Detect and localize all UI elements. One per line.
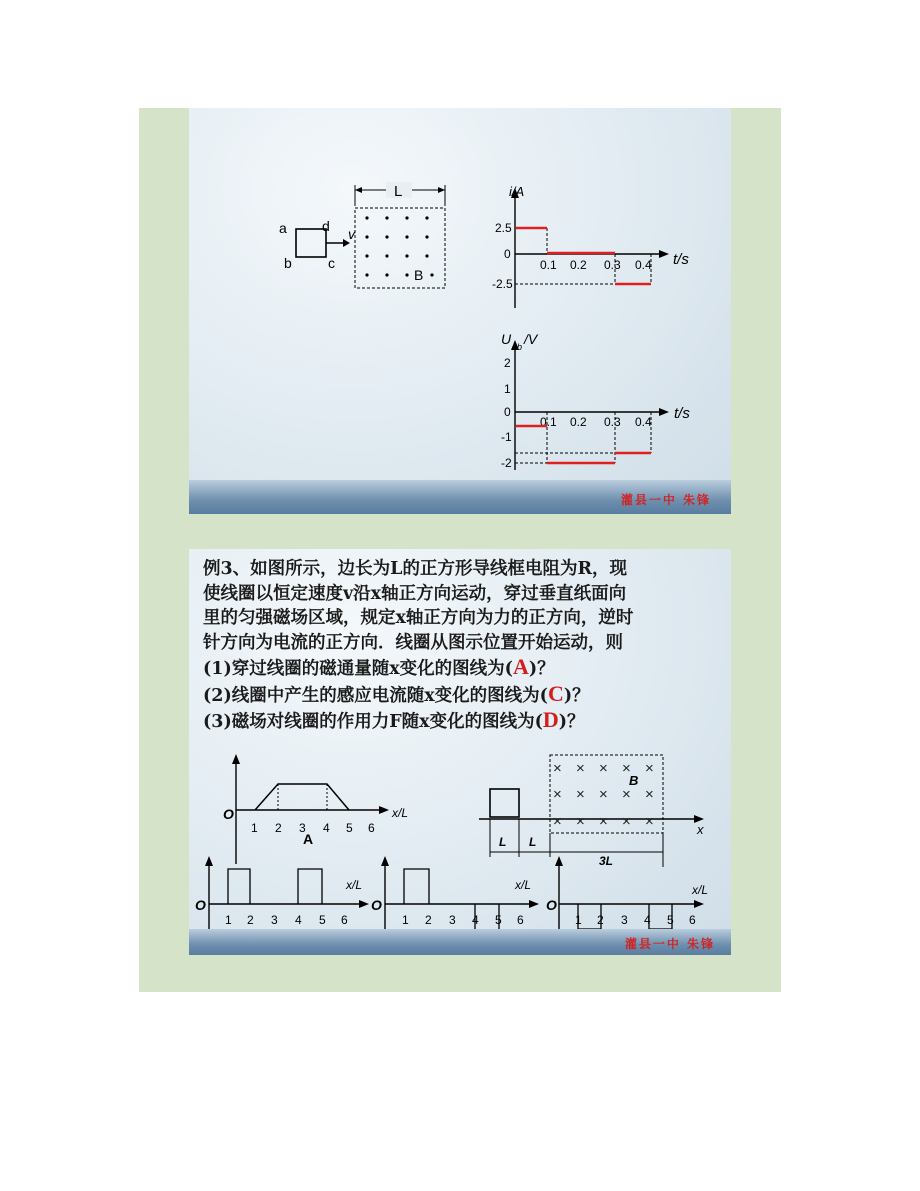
svg-text:4: 4 (472, 913, 479, 927)
svg-text:×: × (576, 813, 585, 830)
question-line-4: 针方向为电流的正方向．线圈从图示位置开始运动，则 (203, 632, 623, 653)
slide-2-figures (189, 549, 731, 955)
field-b-label: B (629, 773, 639, 788)
ytick-0-u: 0 (504, 405, 511, 419)
ytick-2.5: 2.5 (495, 221, 512, 235)
svg-text:5: 5 (319, 913, 326, 927)
xtick-0.1: 0.1 (540, 258, 557, 272)
svg-text:4: 4 (295, 913, 302, 927)
svg-text:6: 6 (517, 913, 524, 927)
svg-text:O: O (371, 897, 382, 913)
svg-text:×: × (553, 813, 562, 830)
question-line-2: 使线圈以恒定速度v沿x轴正方向运动，穿过垂直纸面向 (203, 583, 627, 604)
svg-text:4: 4 (644, 913, 651, 927)
svg-text:x/L: x/L (392, 806, 409, 820)
svg-text:×: × (622, 760, 631, 777)
question-line-1: 例3、如图所示，边长为L的正方形导线框电阻为R，现 (203, 559, 628, 579)
graph-a-tag: A (303, 831, 314, 847)
t-axis-label: t/s (673, 251, 689, 268)
slide-1 (189, 108, 731, 514)
svg-text:×: × (645, 786, 654, 803)
i-axis-label: i/A (509, 184, 525, 199)
svg-text:5: 5 (495, 913, 502, 927)
t-axis-label-2: t/s (674, 405, 690, 422)
svg-text:3: 3 (299, 821, 306, 835)
ytick-neg2: -2 (501, 456, 512, 470)
svg-text:x/L: x/L (515, 878, 532, 892)
sub-question-1: (1)穿过线圈的磁通量随x变化的图线为(A)？ (203, 654, 555, 679)
svg-text:×: × (599, 760, 608, 777)
slide-1-footer: 灌县一中 朱锋 (620, 493, 711, 507)
svg-text:6: 6 (689, 913, 696, 927)
svg-text:×: × (599, 786, 608, 803)
answer-3: D (542, 707, 559, 732)
svg-text:6: 6 (368, 821, 375, 835)
coil-square (490, 789, 519, 817)
svg-text:L: L (499, 835, 507, 849)
svg-text:3: 3 (271, 913, 278, 927)
slide-2-footer: 灌县一中 朱锋 (624, 937, 715, 951)
svg-text:x/L: x/L (692, 883, 709, 897)
x-axis-label: x (697, 822, 704, 837)
svg-text:5: 5 (346, 821, 353, 835)
ytick-2: 2 (504, 356, 511, 370)
svg-text:4: 4 (323, 821, 330, 835)
svg-text:×: × (622, 786, 631, 803)
svg-text:2: 2 (275, 821, 282, 835)
field-width-label: L (394, 183, 403, 200)
svg-text:O: O (223, 806, 234, 822)
svg-text:×: × (599, 813, 608, 830)
svg-text:1: 1 (575, 913, 582, 927)
ytick-0: 0 (504, 247, 511, 261)
u-xtick-0.1: 0.1 (540, 415, 557, 429)
sub-question-3: (3)磁场对线圈的作用力F随x变化的图线为(D)？ (203, 707, 585, 732)
svg-text:2: 2 (425, 913, 432, 927)
u-axis-label: U (501, 331, 512, 347)
svg-text:×: × (622, 813, 631, 830)
graph-voltage (501, 331, 690, 470)
svg-text:3: 3 (449, 913, 456, 927)
u-axis-unit: /V (524, 331, 538, 347)
ytick-neg2.5: -2.5 (492, 277, 513, 291)
slide-2 (189, 549, 731, 955)
svg-text:2: 2 (597, 913, 604, 927)
svg-text:1: 1 (402, 913, 409, 927)
u-axis-subscript: ab (512, 342, 523, 352)
svg-text:5: 5 (667, 913, 674, 927)
velocity-label: v (348, 226, 355, 242)
svg-text:×: × (576, 760, 585, 777)
graph-current (492, 184, 689, 308)
svg-text:×: × (645, 813, 654, 830)
svg-text:O: O (546, 897, 557, 913)
corner-a: a (279, 220, 287, 236)
setup-diagram (479, 755, 704, 868)
graph-a (223, 754, 408, 864)
sub-question-2: (2)线圈中产生的感应电流随x变化的图线为(C)？ (203, 680, 590, 706)
u-xtick-0.2: 0.2 (570, 415, 587, 429)
svg-text:×: × (576, 786, 585, 803)
corner-c: c (328, 255, 335, 271)
xtick-0.4: 0.4 (635, 258, 652, 272)
svg-text:2: 2 (247, 913, 254, 927)
u-xtick-0.4: 0.4 (635, 415, 652, 429)
xtick-0.3: 0.3 (604, 258, 621, 272)
svg-text:O: O (195, 897, 206, 913)
answer-1: A (512, 654, 529, 679)
slide-1-figure (189, 108, 731, 514)
svg-text:×: × (645, 760, 654, 777)
svg-text:3L: 3L (599, 854, 614, 868)
xtick-0.2: 0.2 (570, 258, 587, 272)
ytick-neg1: -1 (501, 430, 512, 444)
svg-text:3: 3 (621, 913, 628, 927)
u-xtick-0.3: 0.3 (604, 415, 621, 429)
svg-text:×: × (553, 760, 562, 777)
corner-d: d (322, 218, 330, 234)
ytick-1: 1 (504, 382, 511, 396)
svg-text:1: 1 (251, 821, 258, 835)
field-label: B (414, 267, 424, 283)
field-dots (365, 216, 433, 276)
answer-2: C (547, 680, 564, 706)
svg-text:6: 6 (341, 913, 348, 927)
question-line-3: 里的匀强磁场区域，规定x轴正方向为力的正方向，逆时 (203, 608, 634, 628)
svg-text:L: L (529, 835, 537, 849)
svg-text:1: 1 (225, 913, 232, 927)
corner-b: b (284, 255, 292, 271)
svg-text:×: × (553, 786, 562, 803)
svg-text:x/L: x/L (346, 878, 363, 892)
